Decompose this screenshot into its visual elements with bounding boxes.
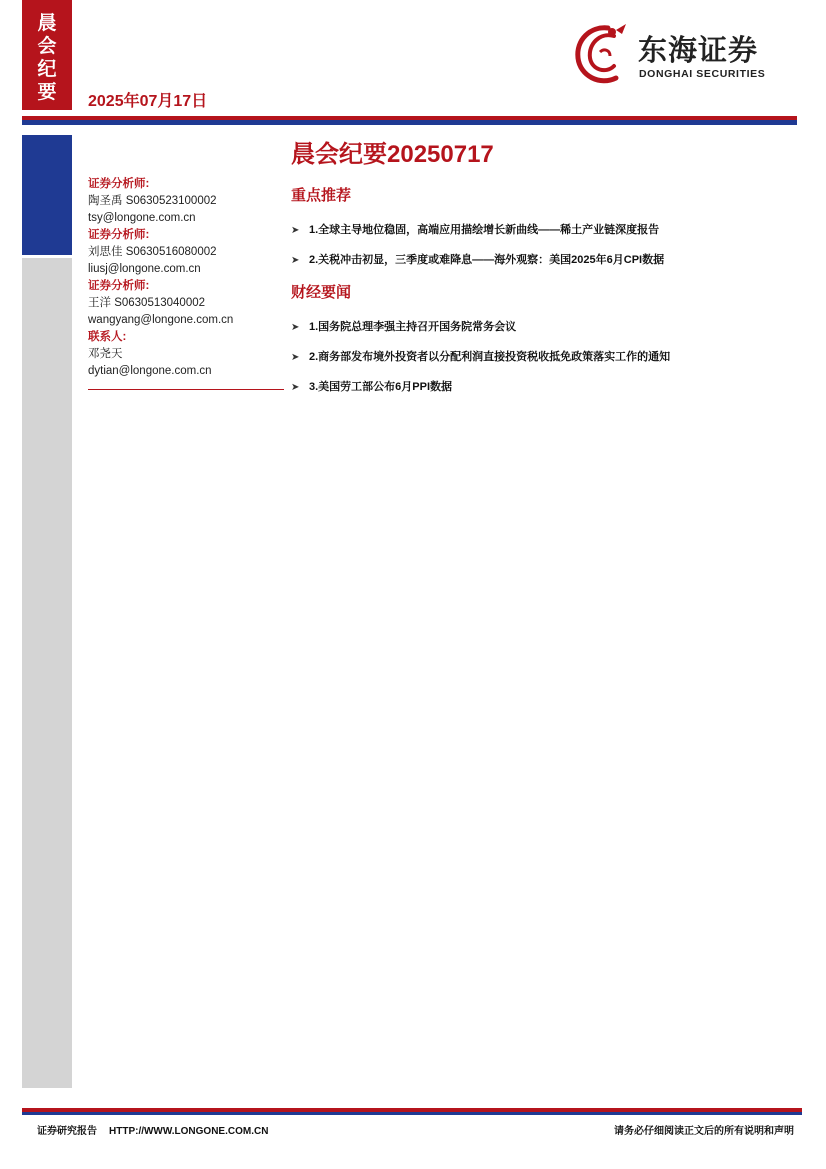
header-divider-blue [22,120,797,125]
report-type-tab [22,0,72,110]
list-item-text: 1.全球主导地位稳固，高端应用描绘增长新曲线——稀土产业链深度报告 [309,224,660,236]
page-title: 晨会纪要20250717 [291,141,494,168]
contact-name: 邓尧天 [88,348,123,360]
analyst-role: 证券分析师: [88,229,150,241]
logo-chinese-name: 东海证券 [638,33,759,67]
dragon-logo-icon [570,22,632,90]
list-item-text: 3.美国劳工部公布6月PPI数据 [309,381,453,393]
sidebar-grey-block [22,258,72,1088]
footer-report-label: 证券研究报告 [37,1126,97,1137]
company-logo [570,22,800,92]
arrowhead-bullet-icon: ➤ [291,352,300,363]
list-item[interactable] [291,251,664,267]
footer-divider-blue [22,1112,802,1115]
analyst-divider [88,389,284,390]
contact-entry [88,329,288,380]
analyst-role: 证券分析师: [88,280,150,292]
list-item[interactable] [291,318,516,334]
arrowhead-bullet-icon: ➤ [291,255,300,266]
logo-english-name: DONGHAI SECURITIES [639,68,766,80]
report-date: 2025年07月17日 [88,93,208,110]
analyst-list [88,176,288,380]
section-title-news: 财经要闻 [291,284,352,301]
list-item-text: 2.关税冲击初显，三季度或难降息——海外观察：美国2025年6月CPI数据 [309,254,665,266]
report-type-label: 晨会纪要 [37,13,57,103]
contact-role: 联系人: [88,331,127,343]
analyst-email[interactable]: liusj@longone.com.cn [88,263,201,275]
list-item[interactable] [291,221,659,237]
footer-left [37,1122,280,1137]
arrowhead-bullet-icon: ➤ [291,322,300,333]
analyst-name: 陶圣禹 S0630523100002 [88,195,217,207]
analyst-entry [88,176,288,227]
arrowhead-bullet-icon: ➤ [291,225,300,236]
analyst-name: 刘思佳 S0630516080002 [88,246,217,258]
footer-disclaimer: 请务必仔细阅读正文后的所有说明和声明 [614,1126,794,1137]
analyst-role: 证券分析师: [88,178,150,190]
analyst-entry [88,278,288,329]
analyst-email[interactable]: wangyang@longone.com.cn [88,314,234,326]
analyst-entry [88,227,288,278]
list-item-text: 1.国务院总理李强主持召开国务院常务会议 [309,321,517,333]
list-item[interactable] [291,348,670,364]
footer-website-link[interactable]: HTTP://WWW.LONGONE.COM.CN [109,1126,269,1137]
sidebar-blue-block [22,135,72,255]
contact-email[interactable]: dytian@longone.com.cn [88,365,212,377]
arrowhead-bullet-icon: ➤ [291,382,300,393]
analyst-email[interactable]: tsy@longone.com.cn [88,212,196,224]
list-item[interactable] [291,378,452,394]
list-item-text: 2.商务部发布境外投资者以分配利润直接投资税收抵免政策落实工作的通知 [309,351,671,363]
analyst-name: 王洋 S0630513040002 [88,297,206,309]
section-title-highlights: 重点推荐 [291,187,352,204]
